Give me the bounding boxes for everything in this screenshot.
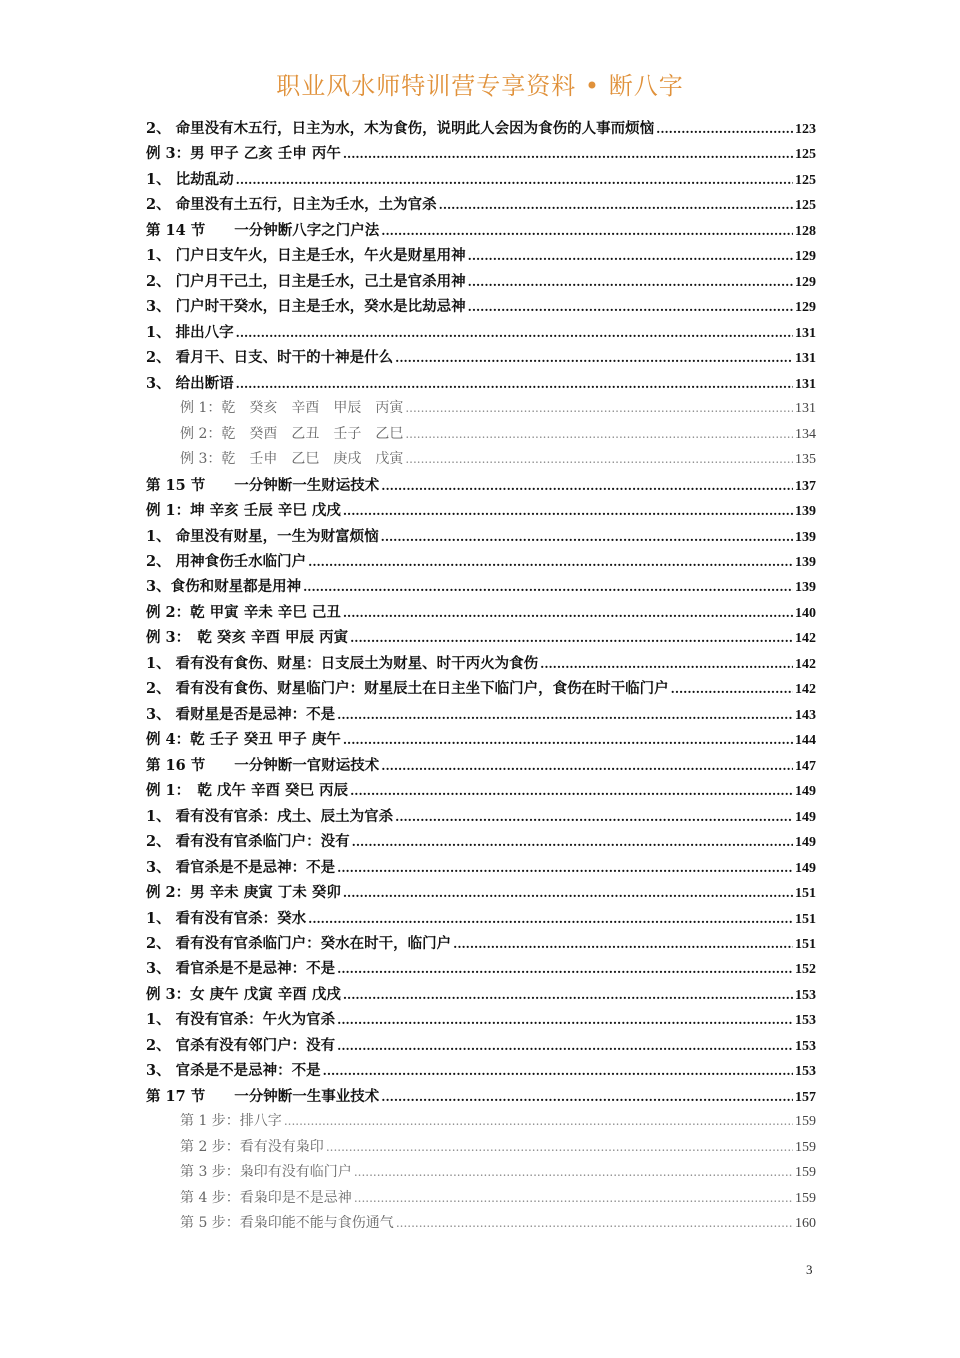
toc-dot-leader: [381, 525, 793, 550]
toc-entry[interactable]: [146, 269, 816, 294]
toc-entry-title: 2、 门户月干己土，日主是壬水，己土是官杀用神: [146, 272, 466, 290]
toc-dot-leader: [236, 321, 793, 346]
toc-entry[interactable]: [146, 1058, 816, 1083]
toc-entry-title: 例 4：乾 壬子 癸丑 甲子 庚午: [146, 731, 341, 749]
toc-entry-title: 2、 看有没有食伤、财星临门户：财星辰土在日主坐下临门户，食伤在时干临门户: [146, 680, 669, 698]
toc-dot-leader: [343, 499, 793, 524]
toc-entry[interactable]: [146, 549, 816, 574]
toc-entry-page: 159: [795, 1114, 816, 1130]
toc-dot-leader: [381, 1085, 793, 1110]
toc-entry-page: 137: [795, 478, 816, 494]
toc-entry-page: 128: [795, 223, 816, 239]
toc-dot-leader: [343, 142, 793, 167]
toc-dot-leader: [323, 1059, 793, 1084]
toc-entry-title: 例 1：乾 癸亥 辛酉 甲辰 丙寅: [180, 400, 404, 417]
toc-dot-leader: [540, 652, 793, 677]
toc-entry-page: 139: [795, 554, 816, 570]
toc-entry-page: 143: [795, 707, 816, 723]
toc-entry-page: 160: [795, 1216, 816, 1232]
toc-dot-leader: [284, 1109, 793, 1134]
toc-entry-page: 153: [795, 1038, 816, 1054]
toc-entry[interactable]: [146, 931, 816, 956]
toc-entry-page: 125: [795, 172, 816, 188]
toc-dot-leader: [343, 881, 793, 906]
toc-entry-page: 129: [795, 300, 816, 316]
toc-entry-page: 157: [795, 1089, 816, 1105]
toc-dot-leader: [337, 856, 793, 881]
toc-entry-title: 第 5 步：看枭印能不能与食伤通气: [180, 1215, 394, 1232]
toc-entry[interactable]: [146, 1109, 816, 1134]
toc-entry-title: 3、 看官杀是不是忌神：不是: [146, 858, 336, 876]
toc-entry[interactable]: [146, 371, 816, 396]
toc-entry-page: 149: [795, 784, 816, 800]
toc-entry[interactable]: [146, 218, 816, 243]
toc-entry[interactable]: [146, 294, 816, 319]
toc-dot-leader: [236, 372, 793, 397]
toc-entry-page: 142: [795, 656, 816, 672]
toc-dot-leader: [405, 422, 793, 447]
toc-dot-leader: [439, 193, 793, 218]
toc-entry-page: 144: [795, 733, 816, 749]
toc-entry-title: 1、 有没有官杀：午火为官杀: [146, 1011, 336, 1029]
toc-entry[interactable]: [146, 727, 816, 752]
toc-entry-title: 例 3：女 庚午 戊寅 辛酉 戊戌: [146, 985, 341, 1003]
toc-entry-page: 140: [795, 605, 816, 621]
toc-entry[interactable]: [146, 243, 816, 268]
toc-entry[interactable]: [146, 1007, 816, 1032]
toc-entry-page: 125: [795, 198, 816, 214]
toc-dot-leader: [326, 1135, 793, 1160]
toc-entry-page: 149: [795, 809, 816, 825]
toc-entry-title: 2、 命里没有土五行，日主为壬水，土为官杀: [146, 196, 437, 214]
toc-dot-leader: [396, 1211, 793, 1236]
toc-entry-title: 1、 命里没有财星，一生为财富烦恼: [146, 527, 379, 545]
toc-dot-leader: [405, 447, 793, 472]
toc-entry-title: 例 3：乾 壬申 乙巳 庚戌 戊寅: [180, 451, 404, 468]
toc-entry[interactable]: [146, 855, 816, 880]
toc-dot-leader: [468, 270, 793, 295]
toc-dot-leader: [350, 626, 793, 651]
toc-entry-title: 例 1： 乾 戊午 辛酉 癸巳 丙辰: [146, 782, 349, 800]
toc-entry[interactable]: [146, 396, 816, 421]
toc-entry-page: 131: [795, 401, 816, 417]
toc-entry[interactable]: [146, 1084, 816, 1109]
toc-entry-page: 153: [795, 1013, 816, 1029]
toc-dot-leader: [343, 601, 793, 626]
toc-entry[interactable]: [146, 524, 816, 549]
toc-entry-title: 第 15 节 一分钟断一生财运技术: [146, 476, 380, 494]
toc-dot-leader: [352, 830, 793, 855]
toc-dot-leader: [343, 728, 793, 753]
toc-dot-leader: [337, 1008, 793, 1033]
toc-entry-page: 139: [795, 580, 816, 596]
toc-entry-page: 153: [795, 1064, 816, 1080]
toc-dot-leader: [381, 219, 793, 244]
toc-entry-page: 123: [795, 122, 816, 137]
toc-entry-title: 3、食伤和财星都是用神: [146, 578, 302, 596]
toc-entry[interactable]: [146, 778, 816, 803]
toc-dot-leader: [337, 957, 793, 982]
toc-entry-page: 159: [795, 1139, 816, 1155]
toc-entry[interactable]: [146, 192, 816, 217]
toc-entry[interactable]: [146, 880, 816, 905]
toc-entry-title: 1、 看有没有官杀：癸水: [146, 909, 307, 927]
toc-entry-title: 例 1：坤 辛亥 壬辰 辛巳 戊戌: [146, 502, 341, 520]
toc-entry-title: 第 4 步：看枭印是不是忌神: [180, 1189, 352, 1206]
table-of-contents: [146, 116, 816, 1237]
toc-dot-leader: [350, 779, 793, 804]
toc-entry[interactable]: [146, 141, 816, 166]
toc-entry-title: 3、 看官杀是不是忌神：不是: [146, 960, 336, 978]
toc-entry[interactable]: [146, 676, 816, 701]
toc-dot-leader: [308, 550, 793, 575]
toc-entry-title: 1、 门户日支午火，日主是壬水，午火是财星用神: [146, 247, 466, 265]
toc-entry-title: 1、 排出八字: [146, 323, 234, 341]
toc-entry-page: 142: [795, 682, 816, 698]
toc-entry-title: 1、 看有没有食伤、财星：日支辰土为财星、时干丙火为食伤: [146, 654, 539, 672]
toc-entry-page: 139: [795, 529, 816, 545]
toc-entry[interactable]: [146, 345, 816, 370]
toc-entry-title: 第 1 步：排八字: [180, 1113, 282, 1130]
toc-entry[interactable]: [146, 1186, 816, 1211]
toc-entry-page: 131: [795, 351, 816, 367]
toc-dot-leader: [354, 1186, 793, 1211]
toc-dot-leader: [337, 1034, 793, 1059]
toc-entry[interactable]: [146, 167, 816, 192]
toc-entry-title: 3、 门户时干癸水，日主是壬水，癸水是比劫忌神: [146, 298, 466, 316]
toc-dot-leader: [303, 575, 793, 600]
toc-entry[interactable]: [146, 651, 816, 676]
toc-dot-leader: [395, 805, 793, 830]
toc-entry[interactable]: [146, 829, 816, 854]
toc-entry[interactable]: [146, 1135, 816, 1160]
toc-entry-page: 151: [795, 886, 816, 902]
toc-entry-page: 135: [795, 452, 816, 468]
toc-entry-title: 例 3： 乾 癸亥 辛酉 甲辰 丙寅: [146, 629, 349, 647]
toc-entry-page: 131: [795, 376, 816, 392]
toc-dot-leader: [671, 677, 793, 702]
toc-entry-page: 149: [795, 835, 816, 851]
toc-entry[interactable]: [146, 804, 816, 829]
toc-entry-title: 2、 官杀有没有邻门户：没有: [146, 1036, 336, 1054]
toc-dot-leader: [395, 346, 793, 371]
toc-entry[interactable]: [146, 906, 816, 931]
toc-entry-title: 2、 命里没有木五行，日主为水，木为食伤，说明此人会因为食伤的人事而烦恼: [146, 120, 655, 137]
toc-dot-leader: [308, 907, 793, 932]
document-header: 职业风水师特训营专享资料 • 断八字: [276, 72, 684, 100]
toc-entry[interactable]: [146, 600, 816, 625]
page-number: 3: [806, 1262, 813, 1277]
toc-entry-title: 第 2 步：看有没有枭印: [180, 1138, 324, 1155]
toc-entry-page: 151: [795, 911, 816, 927]
toc-entry[interactable]: [146, 625, 816, 650]
toc-entry[interactable]: [146, 1211, 816, 1236]
toc-entry[interactable]: [146, 574, 816, 599]
toc-entry[interactable]: [146, 447, 816, 472]
toc-entry[interactable]: [146, 982, 816, 1007]
toc-dot-leader: [405, 396, 793, 421]
toc-entry-page: 159: [795, 1165, 816, 1181]
toc-dot-leader: [381, 474, 793, 499]
toc-entry-title: 2、 看有没有官杀临门户：癸水在时干，临门户: [146, 935, 452, 952]
toc-entry-title: 2、 看月干、日支、时干的十神是什么: [146, 349, 394, 367]
toc-entry-title: 2、 用神食伤壬水临门户: [146, 552, 307, 570]
toc-entry[interactable]: [146, 1160, 816, 1185]
toc-entry-title: 第 16 节 一分钟断一官财运技术: [146, 756, 380, 774]
toc-entry[interactable]: [146, 1033, 816, 1058]
toc-dot-leader: [468, 295, 793, 320]
toc-entry-title: 第 3 步：枭印有没有临门户: [180, 1164, 352, 1181]
toc-entry-title: 2、 看有没有官杀临门户：没有: [146, 833, 350, 851]
toc-entry-page: 152: [795, 962, 816, 978]
toc-entry[interactable]: [146, 498, 816, 523]
toc-entry-page: 153: [795, 987, 816, 1003]
toc-entry[interactable]: [146, 753, 816, 778]
toc-entry[interactable]: [146, 956, 816, 981]
toc-dot-leader: [656, 117, 793, 142]
toc-entry-title: 第 17 节 一分钟断一生事业技术: [146, 1087, 380, 1105]
toc-entry-title: 1、 比劫乱动: [146, 170, 234, 188]
toc-entry-title: 1、 看有没有官杀：戌土、辰土为官杀: [146, 807, 394, 825]
toc-entry-page: 142: [795, 631, 816, 647]
toc-entry[interactable]: [146, 702, 816, 727]
toc-entry-page: 129: [795, 274, 816, 290]
toc-dot-leader: [354, 1160, 793, 1185]
toc-entry[interactable]: [146, 116, 816, 141]
toc-dot-leader: [236, 168, 793, 193]
toc-entry-title: 3、 看财星是否是忌神：不是: [146, 705, 336, 723]
toc-dot-leader: [337, 703, 793, 728]
toc-entry-title: 例 3：男 甲子 乙亥 壬申 丙午: [146, 145, 341, 163]
toc-entry-page: 134: [795, 426, 816, 442]
toc-entry[interactable]: [146, 422, 816, 447]
toc-entry-title: 第 14 节 一分钟断八字之门户法: [146, 221, 380, 239]
toc-dot-leader: [381, 754, 793, 779]
toc-entry-title: 例 2：乾 癸酉 乙丑 壬子 乙巳: [180, 425, 404, 442]
toc-entry-page: 147: [795, 758, 816, 774]
toc-dot-leader: [468, 244, 793, 269]
toc-entry-page: 129: [795, 249, 816, 265]
toc-entry-page: 125: [795, 147, 816, 163]
toc-entry-title: 例 2：乾 甲寅 辛未 辛巳 己丑: [146, 603, 341, 621]
toc-entry-title: 3、 给出断语: [146, 374, 234, 392]
toc-entry-title: 3、 官杀是不是忌神：不是: [146, 1062, 321, 1080]
toc-entry-page: 131: [795, 325, 816, 341]
toc-dot-leader: [453, 932, 793, 957]
toc-dot-leader: [343, 983, 793, 1008]
toc-entry-page: 159: [795, 1190, 816, 1206]
toc-entry[interactable]: [146, 473, 816, 498]
toc-entry-page: 149: [795, 860, 816, 876]
toc-entry-page: 139: [795, 504, 816, 520]
toc-entry-title: 例 2：男 辛未 庚寅 丁未 癸卯: [146, 884, 341, 902]
toc-entry-page: 151: [795, 937, 816, 952]
toc-entry[interactable]: [146, 320, 816, 345]
